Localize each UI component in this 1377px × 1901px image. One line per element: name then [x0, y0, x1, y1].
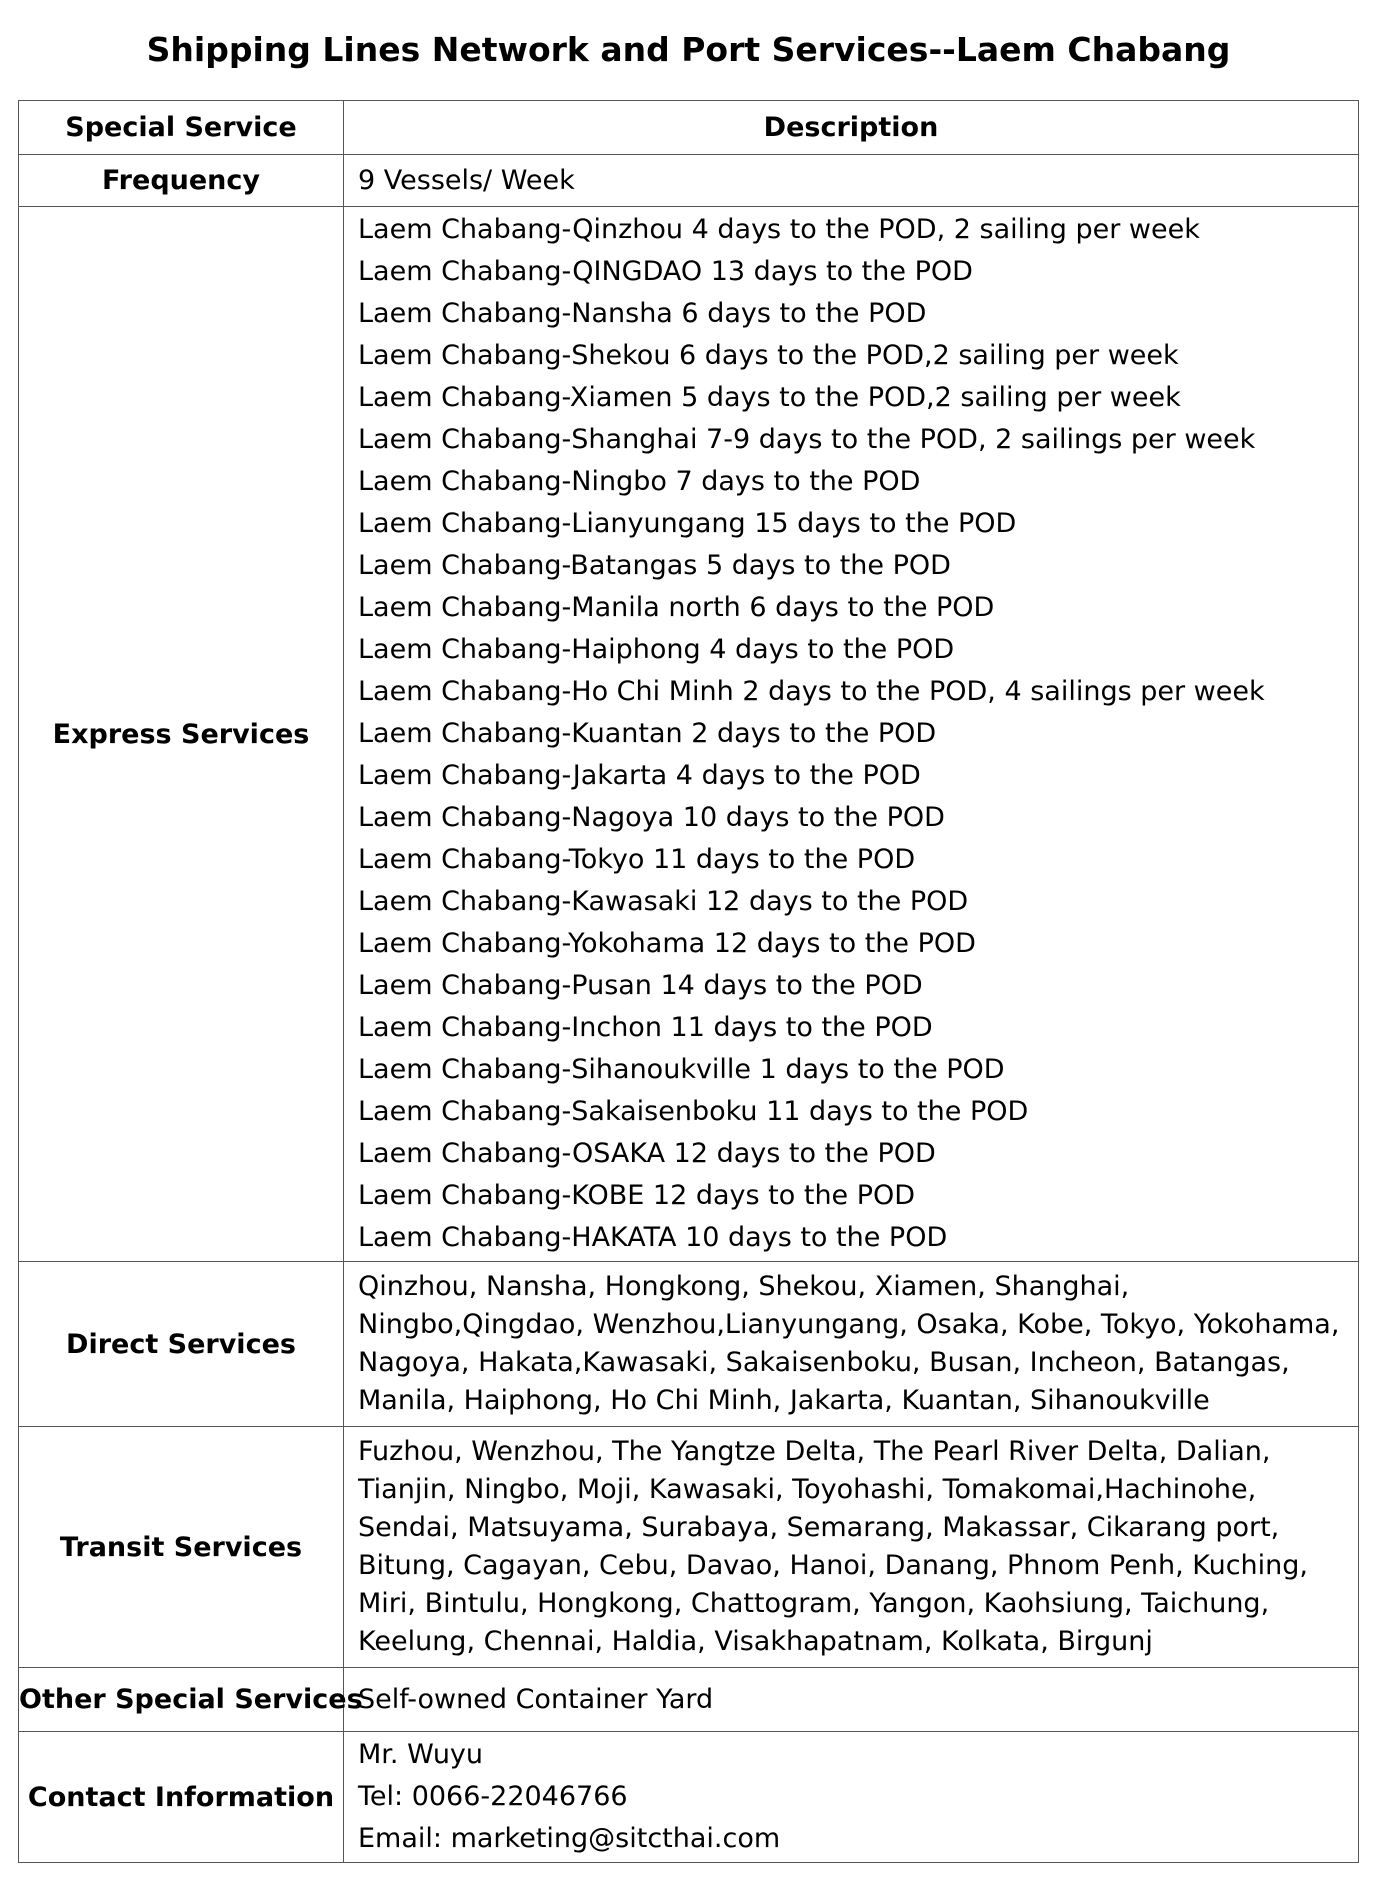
express-item: Laem Chabang-Sihanoukville 1 days to the POD	[358, 1054, 1005, 1085]
express-row	[19, 207, 1359, 1262]
express-item: Laem Chabang-Lianyungang 15 days to the POD	[358, 508, 1017, 539]
express-item: Laem Chabang-Nagoya 10 days to the POD	[358, 802, 945, 833]
express-item: Laem Chabang-Batangas 5 days to the POD	[358, 550, 951, 581]
contact-details	[344, 1732, 1359, 1863]
express-item: Laem Chabang-Ho Chi Minh 2 days to the POD, 4 sailings per week	[358, 676, 1265, 707]
direct-row	[19, 1262, 1359, 1427]
transit-row	[19, 1427, 1359, 1668]
express-item: Laem Chabang-Yokohama 12 days to the POD	[358, 928, 976, 959]
express-item: Laem Chabang-Inchon 11 days to the POD	[358, 1012, 933, 1043]
page-title: Shipping Lines Network and Port Services--Laem Chabang	[146, 30, 1231, 69]
express-list	[344, 207, 1359, 1262]
express-item: Laem Chabang-Ningbo 7 days to the POD	[358, 466, 921, 497]
express-item: Laem Chabang-OSAKA 12 days to the POD	[358, 1138, 936, 1169]
express-item: Laem Chabang-Shanghai 7-9 days to the POD, 2 sailings per week	[358, 424, 1256, 455]
direct-label: Direct Services	[19, 1262, 344, 1427]
transit-value: Fuzhou, Wenzhou, The Yangtze Delta, The Pearl River Delta, Dalian, Tianjin, Ningbo, Moji, Kawasaki, Toyohashi, Tomakomai,Hachinohe, Sendai, Matsuyama, Surabaya, Semarang, Makassar, Cikarang port, Bitung, Cagayan, Cebu, Davao, Hanoi, Danang, Phnom Penh, Kuching, Miri, Bintulu, Hongkong, Chattogram, Yangon, Kaohsiung, Taichung, Keelung, Chennai, Haldia, Visakhapatnam, Kolkata, Birgunj	[344, 1427, 1359, 1668]
header-description: Description	[344, 101, 1359, 155]
contact-label: Contact Information	[19, 1732, 344, 1863]
other-value: Self-owned Container Yard	[344, 1668, 1359, 1732]
express-item: Laem Chabang-Jakarta 4 days to the POD	[358, 760, 921, 791]
frequency-label: Frequency	[19, 155, 344, 207]
other-label: Other Special Services	[19, 1668, 344, 1732]
direct-value: Qinzhou, Nansha, Hongkong, Shekou, Xiamen, Shanghai, Ningbo,Qingdao, Wenzhou,Lianyungang, Osaka, Kobe, Tokyo, Yokohama, Nagoya, Hakata,Kawasaki, Sakaisenboku, Busan, Incheon, Batangas, Manila, Haiphong, Ho Chi Minh, Jakarta, Kuantan, Sihanoukville	[344, 1262, 1359, 1427]
transit-label: Transit Services	[19, 1427, 344, 1668]
express-item: Laem Chabang-Kuantan 2 days to the POD	[358, 718, 937, 749]
services-table	[18, 100, 1359, 1863]
express-item: Laem Chabang-QINGDAO 13 days to the POD	[358, 256, 973, 287]
express-item: Laem Chabang-Kawasaki 12 days to the POD	[358, 886, 969, 917]
express-item: Laem Chabang-Pusan 14 days to the POD	[358, 970, 923, 1001]
express-item: Laem Chabang-Manila north 6 days to the POD	[358, 592, 995, 623]
contact-email: Email: marketing@sitcthai.com	[358, 1823, 781, 1854]
frequency-value: 9 Vessels/ Week	[344, 155, 1359, 207]
header-row	[19, 101, 1359, 155]
express-item: Laem Chabang-HAKATA 10 days to the POD	[358, 1222, 948, 1253]
express-item: Laem Chabang-Shekou 6 days to the POD,2 sailing per week	[358, 340, 1179, 371]
contact-name: Mr. Wuyu	[358, 1739, 484, 1770]
express-item: Laem Chabang-Haiphong 4 days to the POD	[358, 634, 955, 665]
contact-tel: Tel: 0066-22046766	[358, 1781, 628, 1812]
express-label: Express Services	[19, 207, 344, 1262]
other-row	[19, 1668, 1359, 1732]
header-special-service: Special Service	[19, 101, 344, 155]
express-item: Laem Chabang-Tokyo 11 days to the POD	[358, 844, 916, 875]
express-item: Laem Chabang-Nansha 6 days to the POD	[358, 298, 927, 329]
contact-row	[19, 1732, 1359, 1863]
express-item: Laem Chabang-Qinzhou 4 days to the POD, 2 sailing per week	[358, 214, 1200, 245]
express-item: Laem Chabang-Sakaisenboku 11 days to the POD	[358, 1096, 1029, 1127]
express-item: Laem Chabang-KOBE 12 days to the POD	[358, 1180, 916, 1211]
frequency-row	[19, 155, 1359, 207]
express-item: Laem Chabang-Xiamen 5 days to the POD,2 sailing per week	[358, 382, 1181, 413]
